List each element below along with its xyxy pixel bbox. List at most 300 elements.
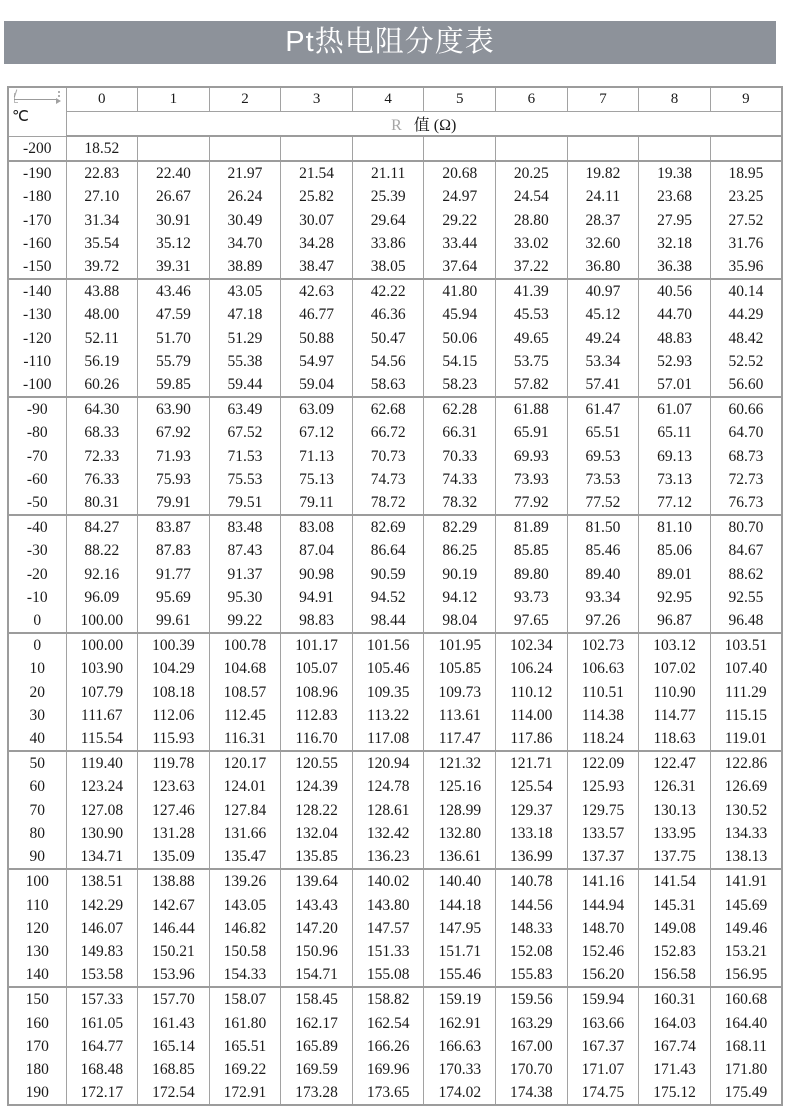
resistance-cell: 114.38 [567,704,639,727]
resistance-cell: 115.15 [710,704,782,727]
resistance-cell: 98.04 [424,609,496,633]
resistance-cell: 57.01 [639,373,711,397]
resistance-cell: 141.16 [567,869,639,893]
row-temp-label: -150 [8,255,66,279]
resistance-cell: 100.78 [209,633,281,657]
row-temp-label: -10 [8,586,66,609]
resistance-cell: 18.95 [710,161,782,185]
resistance-cell: 59.85 [138,373,210,397]
resistance-cell: 96.48 [710,609,782,633]
resistance-cell: 151.33 [352,940,424,963]
resistance-cell: 48.00 [66,303,138,326]
resistance-cell: 88.22 [66,539,138,562]
resistance-cell: 27.10 [66,185,138,208]
resistance-cell: 85.06 [639,539,711,562]
resistance-cell: 155.46 [424,963,496,987]
resistance-cell: 87.83 [138,539,210,562]
resistance-cell: 36.80 [567,255,639,279]
table-row [8,775,782,798]
resistance-cell: 116.31 [209,727,281,751]
resistance-cell: 68.33 [66,421,138,444]
resistance-cell: 121.32 [424,751,496,775]
resistance-cell: 116.70 [281,727,353,751]
resistance-cell: 37.64 [424,255,496,279]
resistance-cell: 62.68 [352,397,424,421]
resistance-cell: 67.52 [209,421,281,444]
table-row [8,397,782,421]
resistance-cell: 46.36 [352,303,424,326]
resistance-cell: 133.95 [639,822,711,845]
row-temp-label: 60 [8,775,66,798]
resistance-cell: 170.70 [496,1058,568,1081]
resistance-cell: 124.39 [281,775,353,798]
resistance-cell: 175.12 [639,1081,711,1105]
resistance-cell [138,136,210,161]
resistance-cell: 43.46 [138,279,210,303]
resistance-cell: 147.57 [352,917,424,940]
resistance-cell: 78.72 [352,491,424,515]
col-header-1: 1 [138,87,210,112]
resistance-cell: 138.88 [138,869,210,893]
resistance-cell: 154.33 [209,963,281,987]
resistance-cell: 55.79 [138,350,210,373]
resistance-cell: 68.73 [710,445,782,468]
resistance-cell: 143.05 [209,894,281,917]
resistance-cell: 45.53 [496,303,568,326]
resistance-cell: 23.68 [639,185,711,208]
resistance-cell: 63.49 [209,397,281,421]
resistance-cell: 122.86 [710,751,782,775]
resistance-cell: 63.09 [281,397,353,421]
row-temp-label: -50 [8,491,66,515]
resistance-cell: 124.01 [209,775,281,798]
resistance-cell: 60.66 [710,397,782,421]
resistance-cell: 130.52 [710,799,782,822]
table-row [8,161,782,185]
resistance-cell: 93.73 [496,586,568,609]
table-row [8,515,782,539]
resistance-cell: 122.09 [567,751,639,775]
resistance-cell: 42.63 [281,279,353,303]
resistance-cell: 30.49 [209,209,281,232]
resistance-cell: 114.00 [496,704,568,727]
table-row [8,727,782,751]
resistance-cell: 22.83 [66,161,138,185]
resistance-cell: 85.46 [567,539,639,562]
resistance-cell: 157.33 [66,987,138,1011]
resistance-cell: 28.37 [567,209,639,232]
resistance-cell: 161.80 [209,1012,281,1035]
row-temp-label: -100 [8,373,66,397]
table-row [8,1012,782,1035]
resistance-cell: 131.28 [138,822,210,845]
pt-resistance-table [7,86,783,1106]
resistance-cell: 69.53 [567,445,639,468]
resistance-cell: 133.18 [496,822,568,845]
resistance-cell: 45.94 [424,303,496,326]
resistance-cell: 36.38 [639,255,711,279]
resistance-cell: 147.20 [281,917,353,940]
resistance-cell: 96.09 [66,586,138,609]
table-row [8,940,782,963]
resistance-cell: 57.41 [567,373,639,397]
page-title: Pt热电阻分度表 [285,26,495,58]
resistance-cell: 137.37 [567,845,639,869]
resistance-cell: 129.37 [496,799,568,822]
resistance-cell: 51.29 [209,327,281,350]
resistance-cell: 24.97 [424,185,496,208]
resistance-cell: 71.53 [209,445,281,468]
row-temp-label: -40 [8,515,66,539]
resistance-cell: 75.13 [281,468,353,491]
resistance-cell: 42.22 [352,279,424,303]
resistance-cell: 156.95 [710,963,782,987]
resistance-cell: 149.08 [639,917,711,940]
resistance-cell: 132.42 [352,822,424,845]
resistance-cell: 83.08 [281,515,353,539]
resistance-cell: 22.40 [138,161,210,185]
table-row [8,751,782,775]
resistance-cell: 169.22 [209,1058,281,1081]
resistance-cell: 39.72 [66,255,138,279]
resistance-cell: 46.77 [281,303,353,326]
resistance-cell: 130.90 [66,822,138,845]
resistance-cell: 61.88 [496,397,568,421]
resistance-cell: 37.22 [496,255,568,279]
col-header-8: 8 [639,87,711,112]
resistance-cell: 107.79 [66,681,138,704]
resistance-cell: 152.08 [496,940,568,963]
resistance-cell: 56.19 [66,350,138,373]
resistance-cell [209,136,281,161]
resistance-cell: 111.29 [710,681,782,704]
resistance-cell: 132.04 [281,822,353,845]
table-row [8,136,782,161]
resistance-cell: 120.55 [281,751,353,775]
resistance-cell: 123.24 [66,775,138,798]
resistance-cell: 111.67 [66,704,138,727]
resistance-cell: 51.70 [138,327,210,350]
table-row [8,209,782,232]
resistance-cell: 159.19 [424,987,496,1011]
resistance-cell: 69.13 [639,445,711,468]
resistance-cell: 54.56 [352,350,424,373]
resistance-cell: 95.30 [209,586,281,609]
resistance-cell: 79.51 [209,491,281,515]
resistance-cell: 158.07 [209,987,281,1011]
resistance-cell: 127.08 [66,799,138,822]
resistance-cell: 104.68 [209,657,281,680]
resistance-cell: 87.43 [209,539,281,562]
resistance-cell: 95.69 [138,586,210,609]
resistance-cell: 101.56 [352,633,424,657]
resistance-cell: 66.72 [352,421,424,444]
resistance-cell: 89.01 [639,563,711,586]
resistance-cell: 30.91 [138,209,210,232]
resistance-cell: 83.48 [209,515,281,539]
resistance-cell: 127.84 [209,799,281,822]
resistance-cell: 112.45 [209,704,281,727]
resistance-cell: 40.14 [710,279,782,303]
resistance-cell: 163.29 [496,1012,568,1035]
resistance-cell: 33.44 [424,232,496,255]
resistance-cell: 47.18 [209,303,281,326]
resistance-cell: 170.33 [424,1058,496,1081]
resistance-cell: 118.63 [639,727,711,751]
resistance-cell: 103.90 [66,657,138,680]
resistance-cell: 151.71 [424,940,496,963]
resistance-cell: 76.73 [710,491,782,515]
resistance-cell: 76.33 [66,468,138,491]
resistance-cell: 45.12 [567,303,639,326]
resistance-cell: 92.55 [710,586,782,609]
resistance-cell: 139.64 [281,869,353,893]
resistance-cell: 91.37 [209,563,281,586]
resistance-cell: 153.96 [138,963,210,987]
col-header-0: 0 [66,87,138,112]
resistance-cell: 98.83 [281,609,353,633]
resistance-cell: 70.73 [352,445,424,468]
resistance-cell: 138.13 [710,845,782,869]
resistance-cell: 159.94 [567,987,639,1011]
row-temp-label: -130 [8,303,66,326]
resistance-cell: 114.77 [639,704,711,727]
resistance-cell: 33.02 [496,232,568,255]
resistance-cell: 81.50 [567,515,639,539]
resistance-cell: 157.70 [138,987,210,1011]
resistance-cell: 21.11 [352,161,424,185]
resistance-cell: 32.60 [567,232,639,255]
resistance-cell: 74.33 [424,468,496,491]
resistance-cell: 40.56 [639,279,711,303]
row-temp-label: -60 [8,468,66,491]
table-row [8,563,782,586]
resistance-cell: 165.89 [281,1035,353,1058]
resistance-cell: 73.53 [567,468,639,491]
resistance-cell: 138.51 [66,869,138,893]
resistance-cell: 80.70 [710,515,782,539]
resistance-cell: 103.51 [710,633,782,657]
resistance-cell: 144.18 [424,894,496,917]
resistance-cell: 52.52 [710,350,782,373]
resistance-cell: 32.18 [639,232,711,255]
resistance-cell: 26.67 [138,185,210,208]
resistance-cell: 81.10 [639,515,711,539]
resistance-cell: 105.85 [424,657,496,680]
resistance-cell: 128.61 [352,799,424,822]
resistance-cell: 161.43 [138,1012,210,1035]
resistance-cell: 119.01 [710,727,782,751]
resistance-cell: 58.63 [352,373,424,397]
resistance-cell: 142.29 [66,894,138,917]
resistance-cell: 25.39 [352,185,424,208]
col-header-4: 4 [352,87,424,112]
resistance-cell: 136.61 [424,845,496,869]
table-row [8,491,782,515]
resistance-cell: 82.29 [424,515,496,539]
table-row [8,350,782,373]
resistance-cell: 103.12 [639,633,711,657]
col-header-3: 3 [281,87,353,112]
resistance-cell: 125.93 [567,775,639,798]
resistance-cell: 136.23 [352,845,424,869]
resistance-cell: 73.93 [496,468,568,491]
resistance-cell: 133.57 [567,822,639,845]
faded-r-prefix: R [391,117,402,134]
resistance-cell: 38.47 [281,255,353,279]
resistance-cell: 31.76 [710,232,782,255]
row-temp-label: -90 [8,397,66,421]
resistance-cell: 52.93 [639,350,711,373]
table-row [8,657,782,680]
resistance-cell: 93.34 [567,586,639,609]
resistance-cell: 144.94 [567,894,639,917]
resistance-cell: 58.23 [424,373,496,397]
resistance-cell: 166.26 [352,1035,424,1058]
resistance-cell: 85.85 [496,539,568,562]
resistance-cell: 91.77 [138,563,210,586]
resistance-cell: 102.73 [567,633,639,657]
resistance-cell: 104.29 [138,657,210,680]
resistance-cell [567,136,639,161]
row-temp-label: 40 [8,727,66,751]
resistance-cell: 123.63 [138,775,210,798]
resistance-cell: 141.91 [710,869,782,893]
resistance-cell: 90.59 [352,563,424,586]
resistance-cell: 130.13 [639,799,711,822]
resistance-cell: 155.83 [496,963,568,987]
table-row [8,987,782,1011]
row-temp-label: 0 [8,609,66,633]
resistance-cell: 108.57 [209,681,281,704]
col-header-6: 6 [496,87,568,112]
row-temp-label: -20 [8,563,66,586]
resistance-cell: 110.12 [496,681,568,704]
resistance-cell: 77.12 [639,491,711,515]
resistance-cell: 174.02 [424,1081,496,1105]
resistance-cell: 126.69 [710,775,782,798]
resistance-cell: 167.74 [639,1035,711,1058]
resistance-cell: 80.31 [66,491,138,515]
table-row [8,894,782,917]
resistance-cell: 153.21 [710,940,782,963]
resistance-cell: 65.51 [567,421,639,444]
resistance-cell: 21.97 [209,161,281,185]
resistance-cell: 124.78 [352,775,424,798]
resistance-cell: 171.80 [710,1058,782,1081]
resistance-cell: 69.93 [496,445,568,468]
resistance-cell: 31.34 [66,209,138,232]
resistance-cell: 121.71 [496,751,568,775]
row-temp-label: 120 [8,917,66,940]
resistance-cell: 125.54 [496,775,568,798]
table-row [8,185,782,208]
resistance-cell: 39.31 [138,255,210,279]
resistance-cell: 139.26 [209,869,281,893]
resistance-cell: 49.65 [496,327,568,350]
resistance-cell: 134.33 [710,822,782,845]
resistance-cell: 59.04 [281,373,353,397]
row-temp-label: -80 [8,421,66,444]
resistance-cell: 165.51 [209,1035,281,1058]
resistance-cell: 142.67 [138,894,210,917]
resistance-cell: 33.86 [352,232,424,255]
resistance-cell: 94.12 [424,586,496,609]
resistance-cell: 136.99 [496,845,568,869]
resistance-cell: 83.87 [138,515,210,539]
row-temp-label: -160 [8,232,66,255]
resistance-cell: 20.25 [496,161,568,185]
col-header-7: 7 [567,87,639,112]
row-temp-label: 100 [8,869,66,893]
row-temp-label: 70 [8,799,66,822]
resistance-cell: 149.83 [66,940,138,963]
resistance-cell: 86.64 [352,539,424,562]
resistance-cell: 162.54 [352,1012,424,1035]
resistance-cell: 119.78 [138,751,210,775]
resistance-cell: 29.64 [352,209,424,232]
resistance-cell: 145.31 [639,894,711,917]
resistance-cell: 59.44 [209,373,281,397]
resistance-cell: 50.47 [352,327,424,350]
table-row [8,421,782,444]
resistance-cell: 127.46 [138,799,210,822]
row-temp-label: 170 [8,1035,66,1058]
resistance-cell: 50.88 [281,327,353,350]
resistance-cell: 97.65 [496,609,568,633]
resistance-cell: 25.82 [281,185,353,208]
resistance-cell: 129.75 [567,799,639,822]
resistance-cell: 168.85 [138,1058,210,1081]
resistance-cell: 20.68 [424,161,496,185]
table-row [8,279,782,303]
resistance-cell: 102.34 [496,633,568,657]
resistance-cell: 75.53 [209,468,281,491]
resistance-cell: 72.73 [710,468,782,491]
resistance-cell: 148.33 [496,917,568,940]
row-temp-label: 110 [8,894,66,917]
resistance-cell: 158.45 [281,987,353,1011]
resistance-cell: 61.07 [639,397,711,421]
resistance-cell: 173.65 [352,1081,424,1105]
resistance-value-label: 值 (Ω) [413,117,457,134]
resistance-cell: 150.96 [281,940,353,963]
resistance-cell: 117.47 [424,727,496,751]
row-temp-label: 20 [8,681,66,704]
resistance-cell: 113.22 [352,704,424,727]
resistance-cell: 88.62 [710,563,782,586]
table-row [8,373,782,397]
resistance-cell: 140.02 [352,869,424,893]
resistance-cell: 156.20 [567,963,639,987]
row-temp-label: 190 [8,1081,66,1105]
resistance-cell: 146.82 [209,917,281,940]
resistance-cell: 48.83 [639,327,711,350]
resistance-cell: 128.99 [424,799,496,822]
resistance-cell: 156.58 [639,963,711,987]
table-row [8,822,782,845]
resistance-cell: 77.92 [496,491,568,515]
table-row [8,869,782,893]
resistance-cell: 82.69 [352,515,424,539]
resistance-cell: 24.54 [496,185,568,208]
resistance-cell: 120.17 [209,751,281,775]
resistance-cell [639,136,711,161]
resistance-cell: 96.87 [639,609,711,633]
resistance-cell: 38.89 [209,255,281,279]
row-temp-label: 10 [8,657,66,680]
resistance-cell: 23.25 [710,185,782,208]
